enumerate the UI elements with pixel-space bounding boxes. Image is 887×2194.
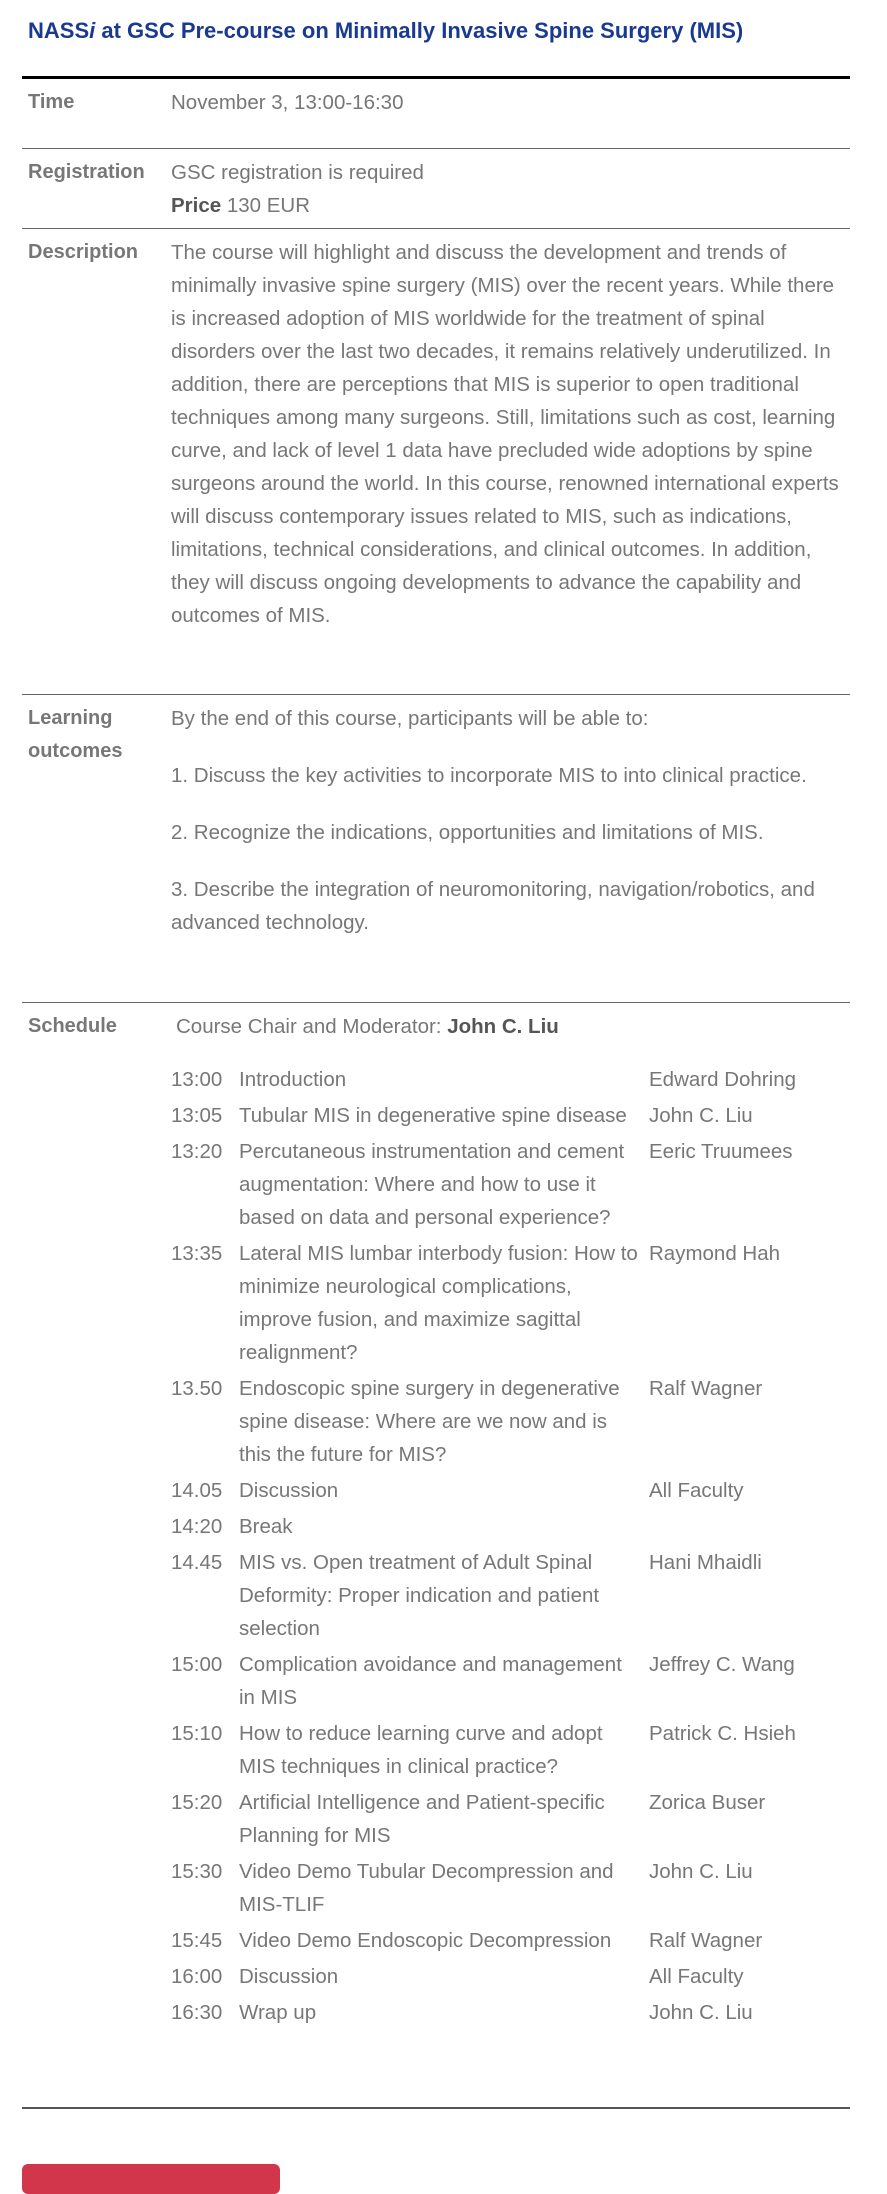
schedule-time: 13:20 (171, 1140, 223, 1163)
schedule-time: 13:00 (171, 1068, 223, 1091)
schedule-speaker: John C. Liu (649, 1104, 753, 1127)
schedule-session: Percutaneous instrumentation and cement augmentation: Where and how to use it based on data and personal experience? (239, 1140, 625, 1229)
schedule-row (171, 1135, 851, 1237)
schedule-speaker: All Faculty (649, 1479, 744, 1502)
schedule-session: Break (239, 1515, 293, 1538)
learning-outcomes-intro: By the end of this course, participants will be able to: (171, 707, 649, 730)
schedule-speaker: John C. Liu (649, 2001, 753, 2024)
schedule-body (171, 1063, 851, 2032)
chair-prefix: Course Chair and Moderator: (176, 1015, 448, 1038)
schedule-speaker: Ralf Wagner (649, 1377, 763, 1400)
title-rest: at GSC Pre-course on Minimally Invasive Spine Surgery (MIS) (95, 18, 744, 43)
schedule-speaker (649, 1510, 851, 1546)
divider (22, 228, 850, 229)
chair-name: John C. Liu (447, 1015, 559, 1038)
schedule-row (171, 1786, 851, 1855)
schedule-label: Schedule (28, 1015, 117, 1037)
page-title (28, 16, 868, 46)
schedule-row (171, 1372, 851, 1474)
divider (22, 694, 850, 695)
schedule-time: 14.05 (171, 1479, 223, 1502)
title-divider (22, 76, 850, 79)
learning-outcomes-label (28, 702, 168, 768)
registration-value (171, 156, 846, 222)
schedule-row (171, 1855, 851, 1924)
price-line (171, 189, 846, 222)
schedule-time: 13:05 (171, 1104, 223, 1127)
learning-outcome-item: 3. Describe the integration of neuromonitoring, navigation/robotics, and advanced technology. (171, 878, 815, 934)
schedule-speaker: All Faculty (649, 1965, 744, 1988)
schedule-chair (176, 1010, 851, 1043)
time-value: November 3, 13:00-16:30 (171, 91, 404, 114)
schedule-time: 14:20 (171, 1515, 223, 1538)
schedule-time: 14.45 (171, 1551, 223, 1574)
schedule-time: 16:00 (171, 1965, 223, 1988)
learning-outcome-item: 2. Recognize the indications, opportunities and limitations of MIS. (171, 821, 764, 844)
schedule-session: Wrap up (239, 2001, 317, 2024)
schedule-session: Discussion (239, 1965, 339, 1988)
schedule-speaker: Zorica Buser (649, 1791, 766, 1814)
description-text: The course will highlight and discuss the development and trends of minimally invasive spine surgery (MIS) over the recent years. While there is increased adoption of MIS worldwide for the treatment of spinal disorders over the last two decades, it remains relatively underutilized. In addition, there are perceptions that MIS is superior to open traditional techniques among many surgeons. Still, limitations such as cost, learning curve, and lack of level 1 data have precluded wide adoptions by spine surgeons around the world. In this course, renowned international experts will discuss contemporary issues related to MIS, such as indications, limitations, technical considerations, and clinical outcomes. In addition, they will discuss ongoing developments to advance the capability and outcomes of MIS. (171, 241, 839, 627)
registration-label: Registration (28, 161, 145, 183)
schedule-speaker: Ralf Wagner (649, 1929, 763, 1952)
schedule-row (171, 1648, 851, 1717)
learning-outcomes-content (171, 702, 846, 939)
register-button[interactable] (22, 2164, 280, 2194)
learning-outcomes-label-line1: Learning (28, 707, 113, 729)
schedule-row (171, 1717, 851, 1786)
schedule-speaker: John C. Liu (649, 1860, 753, 1883)
title-italic: i (89, 18, 96, 43)
schedule-speaker: Edward Dohring (649, 1068, 796, 1091)
schedule-speaker: Hani Mhaidli (649, 1551, 762, 1574)
schedule-row (171, 1063, 851, 1099)
schedule-session: Introduction (239, 1068, 347, 1091)
price-value: 130 EUR (221, 194, 311, 217)
schedule-row (171, 1996, 851, 2032)
title-prefix: NASS (28, 18, 90, 43)
time-label: Time (28, 91, 75, 113)
schedule-time: 15:20 (171, 1791, 223, 1814)
schedule-time: 15:00 (171, 1653, 223, 1676)
schedule-session: Video Demo Endoscopic Decompression (239, 1929, 612, 1952)
schedule-row (171, 1099, 851, 1135)
schedule-session: Artificial Intelligence and Patient-specific Planning for MIS (239, 1791, 605, 1847)
schedule-time: 15:30 (171, 1860, 223, 1883)
schedule-session: MIS vs. Open treatment of Adult Spinal Deformity: Proper indication and patient selection (239, 1551, 600, 1640)
schedule-time: 15:10 (171, 1722, 223, 1745)
learning-outcome-item: 1. Discuss the key activities to incorporate MIS to into clinical practice. (171, 764, 807, 787)
schedule-session: Complication avoidance and management in MIS (239, 1653, 622, 1709)
schedule-row (171, 1474, 851, 1510)
schedule-row (171, 1237, 851, 1372)
schedule-table (171, 1063, 851, 2032)
divider (22, 1002, 850, 1003)
schedule-time: 13.50 (171, 1377, 223, 1400)
schedule-row (171, 1546, 851, 1648)
schedule-row (171, 1510, 851, 1546)
schedule-session: Discussion (239, 1479, 339, 1502)
schedule-row (171, 1924, 851, 1960)
schedule-session: How to reduce learning curve and adopt MIS techniques in clinical practice? (239, 1722, 603, 1778)
schedule-speaker: Patrick C. Hsieh (649, 1722, 796, 1745)
schedule-time: 16:30 (171, 2001, 223, 2024)
schedule-session: Tubular MIS in degenerative spine disease (239, 1104, 627, 1127)
schedule-time: 13:35 (171, 1242, 223, 1265)
price-label: Price (171, 194, 222, 217)
bottom-divider (22, 2107, 850, 2109)
schedule-speaker: Raymond Hah (649, 1242, 781, 1265)
schedule-session: Video Demo Tubular Decompression and MIS-TLIF (239, 1860, 614, 1916)
schedule-row (171, 1960, 851, 1996)
divider (22, 148, 850, 149)
schedule-session: Endoscopic spine surgery in degenerative spine disease: Where are we now and is this the future for MIS? (239, 1377, 620, 1466)
description-label: Description (28, 241, 139, 263)
learning-outcomes-label-line2: outcomes (28, 740, 123, 762)
schedule-speaker: Eeric Truumees (649, 1140, 793, 1163)
schedule-session: Lateral MIS lumbar interbody fusion: How to minimize neurological complications, improve fusion, and maximize sagittal realignment? (239, 1242, 638, 1364)
schedule-time: 15:45 (171, 1929, 223, 1952)
schedule-speaker: Jeffrey C. Wang (649, 1653, 795, 1676)
registration-text: GSC registration is required (171, 161, 424, 184)
